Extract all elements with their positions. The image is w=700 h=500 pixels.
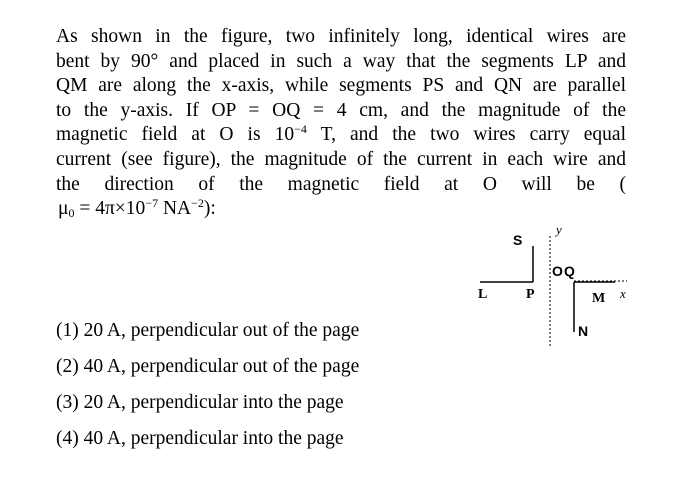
question-line-8 xyxy=(58,197,626,222)
exponent: −4 xyxy=(294,122,307,137)
question-line-5-part-a: magnetic field at O is 10 xyxy=(56,124,295,146)
question-line-1: As shown in the figure, two infinitely long, identical wires are xyxy=(56,26,626,47)
exponent: −2 xyxy=(191,196,204,211)
question-line-6: current (see figure), the magnitude of the current in each wire and xyxy=(56,148,626,170)
option-4[interactable]: (4) 40 A, perpendicular into the page xyxy=(56,428,344,449)
question-line-8-part-c: ): xyxy=(203,198,216,220)
exponent: −7 xyxy=(145,196,159,211)
question-line-8-part-b: NA xyxy=(158,198,192,220)
label-q: Q xyxy=(564,263,575,279)
question-line-5 xyxy=(56,123,626,148)
label-o: O xyxy=(552,263,563,279)
question-line-2: bent by 90° and placed in such a way that the segments LP and xyxy=(56,50,626,72)
label-y: y xyxy=(556,222,562,237)
option-2[interactable]: (2) 40 A, perpendicular out of the page xyxy=(56,356,360,377)
question-line-3: QM are along the x-axis, while segments PS and QN are parallel xyxy=(56,75,626,97)
mu-subscript: 0 xyxy=(68,206,75,221)
question-text xyxy=(56,25,626,222)
label-m: M xyxy=(592,291,606,306)
label-n: N xyxy=(578,323,589,339)
label-s: S xyxy=(513,232,523,248)
label-l: L xyxy=(478,287,488,302)
question-line-8-part-a: = 4π×10 xyxy=(74,198,146,220)
option-3[interactable]: (3) 20 A, perpendicular into the page xyxy=(56,392,344,413)
wire-diagram xyxy=(470,220,650,350)
question-line-4: to the y-axis. If OP = OQ = 4 cm, and the magnitude of the xyxy=(56,99,626,121)
mu-symbol: μ xyxy=(58,198,69,220)
question-line-5-part-b: T, and the two wires carry equal xyxy=(306,124,626,146)
label-x: x xyxy=(620,286,626,301)
question-line-7: the direction of the magnetic field at O will be ( xyxy=(56,173,626,195)
label-p: P xyxy=(526,287,535,302)
option-1[interactable]: (1) 20 A, perpendicular out of the page xyxy=(56,320,360,341)
